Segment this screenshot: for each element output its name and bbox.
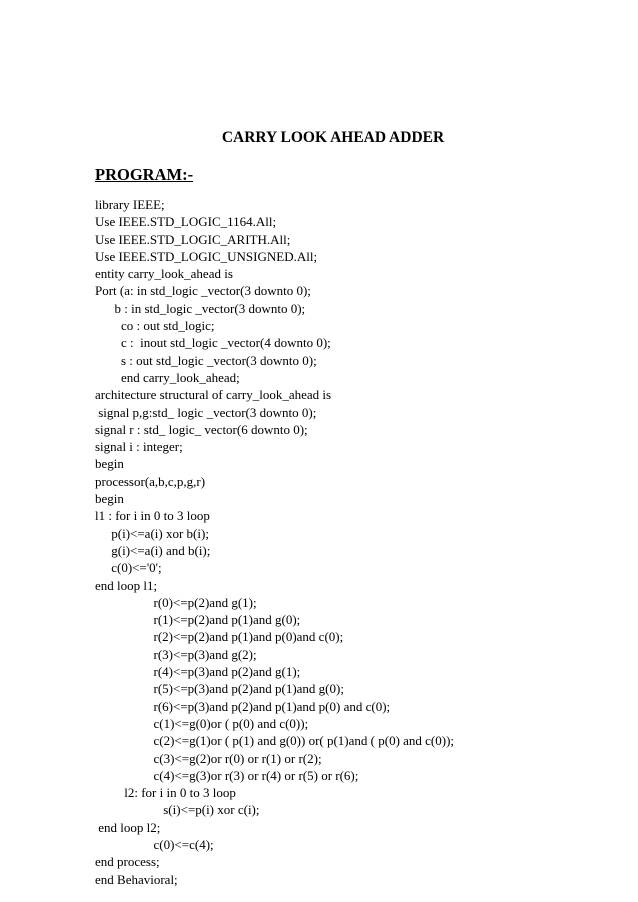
code-line: r(2)<=p(2)and p(1)and p(0)and c(0);: [95, 629, 344, 645]
code-line: c(1)<=g(0)or ( p(0) and c(0));: [95, 715, 309, 731]
code-line: Use IEEE.STD_LOGIC_UNSIGNED.All;: [95, 248, 318, 264]
code-line: g(i)<=a(i) and b(i);: [95, 542, 211, 558]
code-line: r(1)<=p(2)and p(1)and g(0);: [95, 612, 301, 628]
code-line: signal i : integer;: [95, 439, 183, 455]
code-line: s : out std_logic _vector(3 downto 0);: [95, 352, 317, 368]
code-line: b : in std_logic _vector(3 downto 0);: [95, 300, 306, 316]
code-line: signal p,g:std_ logic _vector(3 downto 0);: [95, 404, 317, 420]
code-line: end loop l2;: [95, 819, 161, 835]
code-line: r(6)<=p(3)and p(2)and p(1)and p(0) and c(0);: [95, 698, 391, 714]
code-line: r(5)<=p(3)and p(2)and p(1)and g(0);: [95, 681, 344, 697]
code-line: end loop l1;: [95, 577, 158, 593]
code-line: Port (a: in std_logic _vector(3 downto 0);: [95, 283, 311, 299]
code-line: s(i)<=p(i) xor c(i);: [95, 802, 260, 818]
code-line: c(2)<=g(1)or ( p(1) and g(0)) or( p(1)and ( p(0) and c(0));: [95, 733, 455, 749]
code-line: r(3)<=p(3)and g(2);: [95, 646, 257, 662]
code-line: Use IEEE.STD_LOGIC_ARITH.All;: [95, 231, 291, 247]
code-line: library IEEE;: [95, 197, 165, 212]
vhdl-code-block: [95, 196, 454, 888]
code-line: c(0)<='0';: [95, 560, 162, 576]
code-line: p(i)<=a(i) xor b(i);: [95, 525, 209, 541]
code-line: begin: [95, 491, 124, 507]
code-line: c(3)<=g(2)or r(0) or r(1) or r(2);: [95, 750, 322, 766]
code-line: end Behavioral;: [95, 871, 178, 887]
code-line: co : out std_logic;: [95, 318, 215, 334]
document-title: [0, 129, 638, 147]
code-line: r(4)<=p(3)and p(2)and g(1);: [95, 664, 301, 680]
code-line: c(4)<=g(3)or r(3) or r(4) or r(5) or r(6);: [95, 767, 359, 783]
code-line: c(0)<=c(4);: [95, 836, 214, 852]
code-line: r(0)<=p(2)and g(1);: [95, 594, 257, 610]
code-line: architecture structural of carry_look_ahead is: [95, 387, 332, 403]
code-line: end process;: [95, 854, 160, 870]
code-line: end carry_look_ahead;: [95, 369, 240, 385]
code-line: c : inout std_logic _vector(4 downto 0);: [95, 335, 331, 351]
document-title-text: CARRY LOOK AHEAD ADDER: [221, 129, 445, 146]
code-line: begin: [95, 456, 124, 472]
code-line: l1 : for i in 0 to 3 loop: [95, 508, 210, 524]
code-line: processor(a,b,c,p,g,r): [95, 473, 206, 489]
program-heading: PROGRAM:-: [95, 165, 194, 184]
code-line: entity carry_look_ahead is: [95, 266, 233, 282]
code-line: l2: for i in 0 to 3 loop: [95, 785, 236, 801]
code-line: Use IEEE.STD_LOGIC_1164.All;: [95, 214, 277, 230]
code-line: signal r : std_ logic_ vector(6 downto 0);: [95, 421, 308, 437]
